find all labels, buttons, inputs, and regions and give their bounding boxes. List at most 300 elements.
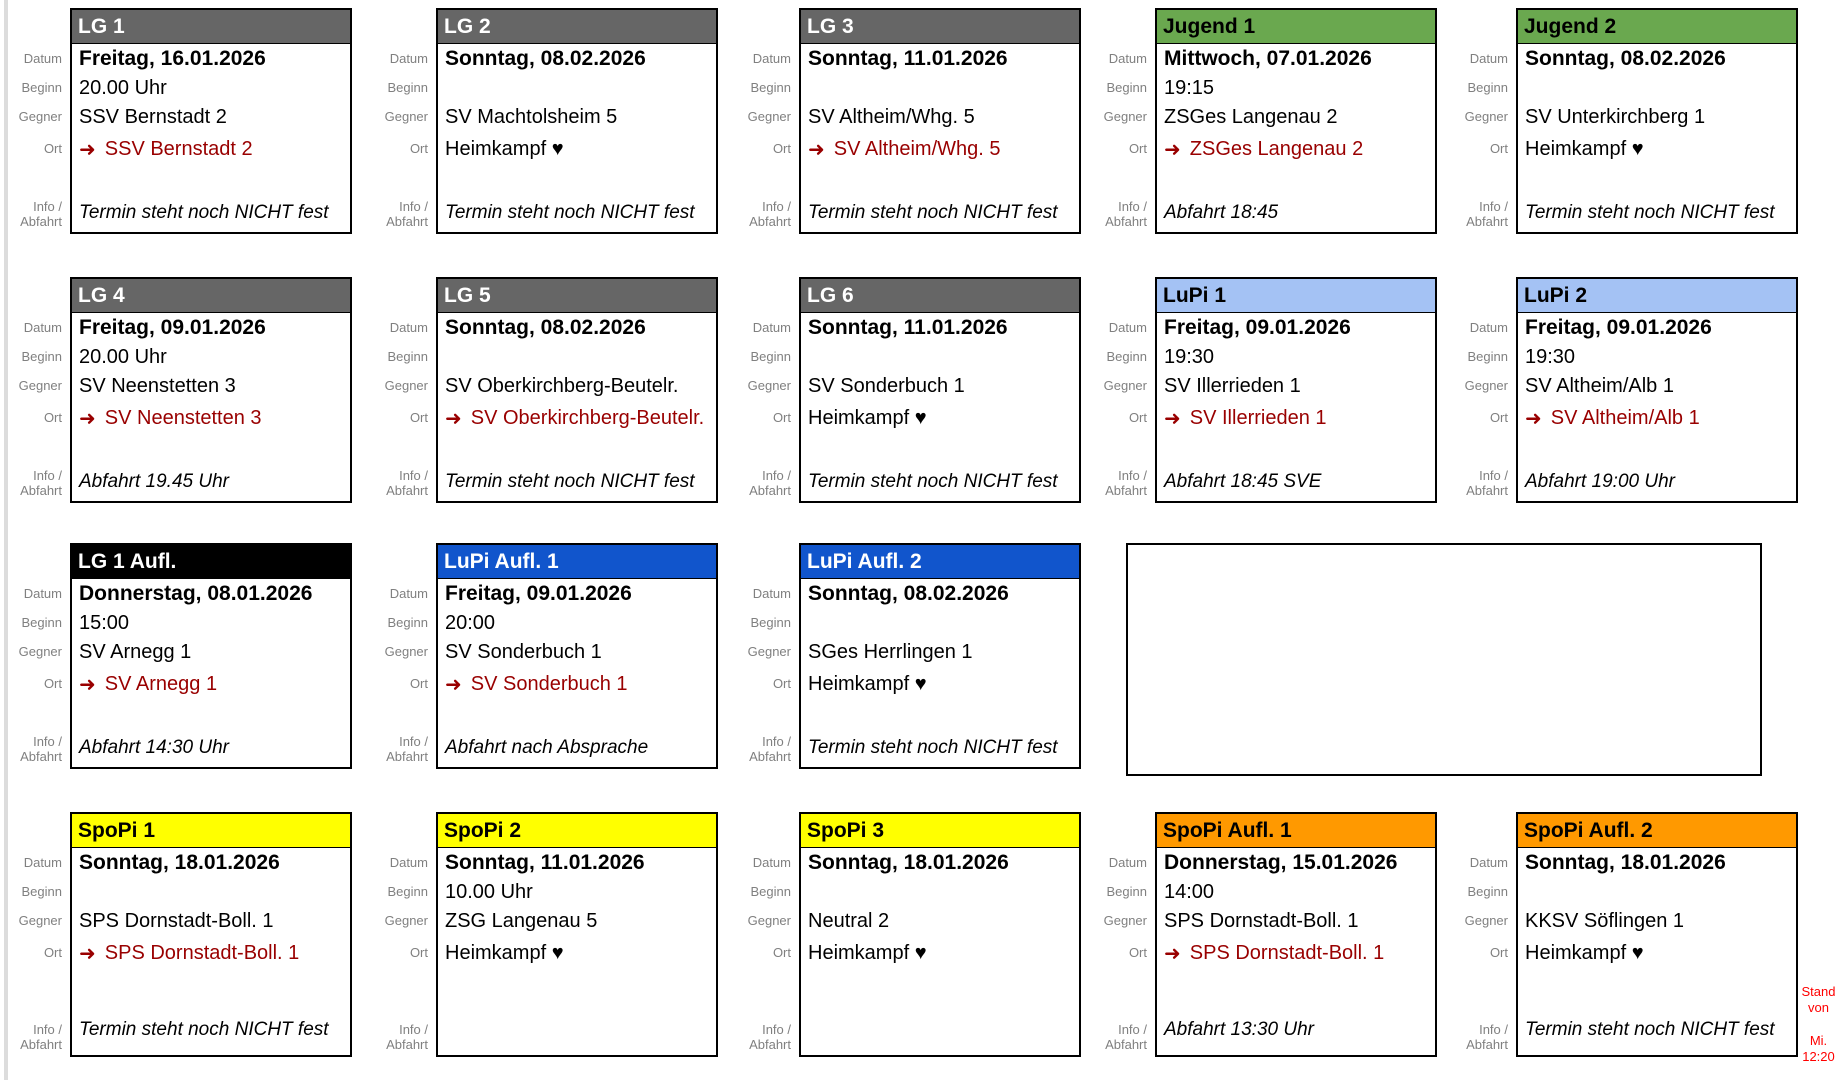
label-ort: Ort bbox=[1489, 141, 1508, 156]
team-title: LG 1 bbox=[78, 14, 125, 38]
label-gegner: Gegner bbox=[747, 644, 791, 659]
arrow-right-icon: ➜ bbox=[79, 139, 96, 161]
team-header bbox=[1157, 10, 1435, 44]
match-location-text: SV Illerrieden 1 bbox=[1189, 407, 1327, 429]
match-opponent: SV Altheim/Whg. 5 bbox=[808, 106, 975, 128]
match-info-departure: Termin steht noch NICHT fest bbox=[1525, 202, 1775, 223]
match-cell bbox=[6, 543, 372, 812]
match-date: Sonntag, 18.01.2026 bbox=[1525, 851, 1726, 874]
match-location-text: SSV Bernstadt 2 bbox=[104, 138, 253, 160]
label-beginn: Beginn bbox=[387, 884, 428, 899]
label-gegner: Gegner bbox=[384, 913, 428, 928]
match-opponent: SV Unterkirchberg 1 bbox=[1525, 106, 1706, 128]
label-gegner: Gegner bbox=[1103, 378, 1147, 393]
label-datum: Datum bbox=[389, 319, 428, 335]
match-info-departure: Termin steht noch NICHT fest bbox=[79, 202, 329, 223]
match-location-text: SV Sonderbuch 1 bbox=[470, 673, 628, 695]
label-info-line2: Abfahrt bbox=[1105, 1037, 1147, 1053]
row-labels bbox=[1452, 8, 1516, 234]
label-gegner: Gegner bbox=[1464, 378, 1508, 393]
match-location bbox=[1518, 936, 1796, 971]
match-cell bbox=[372, 8, 735, 277]
label-info-abfahrt bbox=[1452, 1022, 1516, 1057]
team-header bbox=[1518, 10, 1796, 44]
match-info-departure: Termin steht noch NICHT fest bbox=[445, 471, 695, 492]
label-info-line1: Info / bbox=[762, 198, 791, 214]
match-card-body bbox=[72, 44, 350, 232]
label-info-line1: Info / bbox=[399, 467, 428, 483]
match-location-text: Heimkampf ♥ bbox=[808, 673, 927, 695]
label-beginn: Beginn bbox=[1106, 884, 1147, 899]
label-gegner: Gegner bbox=[1103, 109, 1147, 124]
team-header bbox=[1518, 279, 1796, 313]
match-info-departure: Termin steht noch NICHT fest bbox=[808, 471, 1058, 492]
match-card-body bbox=[72, 579, 350, 767]
match-info-departure: Termin steht noch NICHT fest bbox=[808, 202, 1058, 223]
match-start-time: 19:15 bbox=[1164, 77, 1215, 99]
match-info-departure: Abfahrt 19:00 Uhr bbox=[1525, 471, 1675, 492]
match-cell bbox=[1452, 812, 1817, 1080]
arrow-right-icon: ➜ bbox=[79, 408, 96, 430]
team-title: SpoPi Aufl. 2 bbox=[1524, 818, 1653, 842]
team-title: LG 6 bbox=[807, 283, 854, 307]
label-beginn: Beginn bbox=[21, 80, 62, 95]
label-datum: Datum bbox=[23, 854, 62, 870]
match-opponent: SV Altheim/Alb 1 bbox=[1525, 375, 1674, 397]
label-datum: Datum bbox=[389, 854, 428, 870]
match-location bbox=[438, 936, 716, 971]
label-ort: Ort bbox=[1489, 410, 1508, 425]
label-gegner: Gegner bbox=[384, 378, 428, 393]
row-labels bbox=[372, 812, 436, 1057]
match-card bbox=[1155, 8, 1437, 234]
match-cell bbox=[735, 277, 1091, 543]
status-note-line2: Mi. bbox=[1809, 1032, 1828, 1048]
match-cell bbox=[1091, 8, 1452, 277]
label-info-abfahrt bbox=[735, 199, 799, 234]
label-info-line1: Info / bbox=[1479, 467, 1508, 483]
label-gegner: Gegner bbox=[384, 644, 428, 659]
team-title: SpoPi 1 bbox=[78, 818, 156, 842]
team-title: LG 1 Aufl. bbox=[78, 549, 177, 573]
row-labels bbox=[735, 277, 799, 503]
match-card-body bbox=[438, 313, 716, 501]
label-info-line2: Abfahrt bbox=[1105, 483, 1147, 499]
label-datum: Datum bbox=[752, 585, 791, 601]
match-location bbox=[72, 132, 350, 167]
label-beginn: Beginn bbox=[387, 349, 428, 364]
match-opponent: SPS Dornstadt-Boll. 1 bbox=[1164, 910, 1359, 932]
label-datum: Datum bbox=[752, 50, 791, 66]
team-header bbox=[801, 545, 1079, 579]
label-info-line1: Info / bbox=[33, 198, 62, 214]
label-datum: Datum bbox=[23, 50, 62, 66]
row-labels bbox=[372, 543, 436, 769]
match-cell bbox=[372, 277, 735, 543]
label-ort: Ort bbox=[1489, 945, 1508, 960]
match-info-departure: Abfahrt 14:30 Uhr bbox=[79, 737, 229, 758]
label-datum: Datum bbox=[1108, 319, 1147, 335]
row-labels bbox=[372, 277, 436, 503]
match-card bbox=[799, 812, 1081, 1057]
label-beginn: Beginn bbox=[21, 349, 62, 364]
label-ort: Ort bbox=[772, 945, 791, 960]
match-start-time: 10.00 Uhr bbox=[445, 881, 533, 903]
match-location-text: SV Arnegg 1 bbox=[104, 673, 218, 695]
match-info-departure: Termin steht noch NICHT fest bbox=[445, 202, 695, 223]
label-beginn: Beginn bbox=[387, 615, 428, 630]
match-location bbox=[438, 132, 716, 167]
match-card bbox=[1516, 812, 1798, 1057]
match-start-time: 15:00 bbox=[79, 612, 130, 634]
label-ort: Ort bbox=[43, 676, 62, 691]
team-header bbox=[801, 814, 1079, 848]
label-ort: Ort bbox=[409, 676, 428, 691]
match-info-departure: Termin steht noch NICHT fest bbox=[808, 737, 1058, 758]
label-ort: Ort bbox=[772, 676, 791, 691]
match-location bbox=[438, 667, 716, 702]
match-card bbox=[70, 277, 352, 503]
match-location-text: Heimkampf ♥ bbox=[445, 138, 564, 160]
label-info-abfahrt bbox=[1452, 199, 1516, 234]
team-header bbox=[438, 10, 716, 44]
label-info-abfahrt bbox=[372, 199, 436, 234]
label-info-abfahrt bbox=[6, 468, 70, 503]
match-location bbox=[72, 667, 350, 702]
label-info-abfahrt bbox=[1452, 468, 1516, 503]
match-info-departure: Abfahrt nach Absprache bbox=[445, 737, 649, 758]
match-card-body bbox=[1157, 44, 1435, 232]
match-location-text: Heimkampf ♥ bbox=[808, 407, 927, 429]
label-ort: Ort bbox=[409, 410, 428, 425]
match-card bbox=[799, 543, 1081, 769]
team-title: Jugend 1 bbox=[1163, 14, 1256, 38]
row-labels bbox=[1452, 277, 1516, 503]
match-card bbox=[70, 543, 352, 769]
label-info-abfahrt bbox=[735, 1022, 799, 1057]
match-location-text: SV Altheim/Whg. 5 bbox=[833, 138, 1001, 160]
label-beginn: Beginn bbox=[1467, 349, 1508, 364]
label-info-line1: Info / bbox=[399, 198, 428, 214]
match-cell bbox=[372, 812, 735, 1080]
arrow-right-icon: ➜ bbox=[1525, 408, 1542, 430]
team-header bbox=[72, 814, 350, 848]
match-location-text: Heimkampf ♥ bbox=[1525, 942, 1644, 964]
label-info-line1: Info / bbox=[1118, 467, 1147, 483]
label-info-abfahrt bbox=[372, 468, 436, 503]
arrow-right-icon: ➜ bbox=[808, 139, 825, 161]
match-location bbox=[438, 401, 716, 436]
match-opponent: ZSG Langenau 5 bbox=[445, 910, 598, 932]
match-opponent: SV Oberkirchberg-Beutelr. bbox=[445, 375, 679, 397]
label-beginn: Beginn bbox=[750, 615, 791, 630]
match-cell bbox=[1452, 8, 1817, 277]
label-info-line2: Abfahrt bbox=[386, 749, 428, 765]
label-info-line2: Abfahrt bbox=[1466, 483, 1508, 499]
arrow-right-icon: ➜ bbox=[1164, 943, 1181, 965]
label-info-line1: Info / bbox=[1479, 1021, 1508, 1037]
match-start-time: 20.00 Uhr bbox=[79, 346, 167, 368]
match-info-departure: Abfahrt 13:30 Uhr bbox=[1164, 1019, 1314, 1040]
match-location-text: SPS Dornstadt-Boll. 1 bbox=[104, 942, 300, 964]
match-start-time: 19:30 bbox=[1164, 346, 1215, 368]
label-info-line2: Abfahrt bbox=[386, 214, 428, 230]
match-card bbox=[1516, 8, 1798, 234]
match-opponent: SV Neenstetten 3 bbox=[79, 375, 236, 397]
match-info-departure: Termin steht noch NICHT fest bbox=[1525, 1019, 1775, 1040]
team-title: SpoPi Aufl. 1 bbox=[1163, 818, 1292, 842]
label-ort: Ort bbox=[1128, 945, 1147, 960]
match-card-body bbox=[801, 579, 1079, 767]
label-info-line2: Abfahrt bbox=[749, 214, 791, 230]
label-info-abfahrt bbox=[372, 1022, 436, 1057]
match-opponent: SV Machtolsheim 5 bbox=[445, 106, 618, 128]
match-start-time bbox=[801, 343, 1079, 372]
match-location-text: SV Oberkirchberg-Beutelr. bbox=[470, 407, 705, 429]
match-location bbox=[801, 667, 1079, 702]
label-info-abfahrt bbox=[6, 199, 70, 234]
match-date: Mittwoch, 07.01.2026 bbox=[1164, 47, 1372, 70]
label-beginn: Beginn bbox=[750, 884, 791, 899]
match-card-body bbox=[1518, 313, 1796, 501]
label-gegner: Gegner bbox=[18, 109, 62, 124]
label-ort: Ort bbox=[1128, 410, 1147, 425]
label-beginn: Beginn bbox=[750, 349, 791, 364]
match-location-text: SV Neenstetten 3 bbox=[104, 407, 262, 429]
match-card bbox=[799, 277, 1081, 503]
team-title: LG 5 bbox=[444, 283, 491, 307]
team-title: LuPi Aufl. 1 bbox=[444, 549, 559, 573]
match-location bbox=[801, 401, 1079, 436]
match-card-body bbox=[801, 313, 1079, 501]
match-date: Sonntag, 08.02.2026 bbox=[1525, 47, 1726, 70]
match-start-time bbox=[72, 878, 350, 907]
label-datum: Datum bbox=[1108, 854, 1147, 870]
match-location-text: Heimkampf ♥ bbox=[1525, 138, 1644, 160]
match-date: Sonntag, 11.01.2026 bbox=[808, 47, 1008, 70]
label-gegner: Gegner bbox=[747, 913, 791, 928]
team-header bbox=[438, 545, 716, 579]
label-info-line1: Info / bbox=[33, 467, 62, 483]
label-info-abfahrt bbox=[1091, 468, 1155, 503]
match-location bbox=[1157, 936, 1435, 971]
team-title: LuPi Aufl. 2 bbox=[807, 549, 922, 573]
match-start-time bbox=[801, 878, 1079, 907]
label-info-abfahrt bbox=[6, 734, 70, 769]
match-location bbox=[72, 401, 350, 436]
label-ort: Ort bbox=[43, 945, 62, 960]
match-date: Freitag, 09.01.2026 bbox=[445, 582, 632, 605]
match-card-body bbox=[72, 313, 350, 501]
match-card-body bbox=[1518, 44, 1796, 232]
label-gegner: Gegner bbox=[1103, 913, 1147, 928]
team-title: LuPi 2 bbox=[1524, 283, 1588, 307]
match-card bbox=[799, 8, 1081, 234]
match-date: Donnerstag, 08.01.2026 bbox=[79, 582, 313, 605]
label-info-line2: Abfahrt bbox=[1466, 1037, 1508, 1053]
status-note-gap bbox=[1795, 1017, 1842, 1033]
team-header bbox=[1157, 814, 1435, 848]
match-date: Sonntag, 11.01.2026 bbox=[808, 316, 1008, 339]
label-ort: Ort bbox=[43, 410, 62, 425]
match-card bbox=[70, 8, 352, 234]
label-info-line1: Info / bbox=[399, 733, 428, 749]
team-title: LG 4 bbox=[78, 283, 125, 307]
match-opponent: ZSGes Langenau 2 bbox=[1164, 106, 1338, 128]
label-datum: Datum bbox=[752, 319, 791, 335]
label-beginn: Beginn bbox=[21, 884, 62, 899]
label-info-line2: Abfahrt bbox=[1105, 214, 1147, 230]
match-card bbox=[1155, 812, 1437, 1057]
label-datum: Datum bbox=[389, 50, 428, 66]
label-gegner: Gegner bbox=[1464, 109, 1508, 124]
label-info-line2: Abfahrt bbox=[1466, 214, 1508, 230]
label-info-line2: Abfahrt bbox=[20, 1037, 62, 1053]
label-gegner: Gegner bbox=[18, 378, 62, 393]
label-info-line1: Info / bbox=[33, 733, 62, 749]
match-card bbox=[436, 543, 718, 769]
match-location-text: Heimkampf ♥ bbox=[808, 942, 927, 964]
label-info-line2: Abfahrt bbox=[20, 214, 62, 230]
match-location bbox=[1518, 132, 1796, 167]
row-labels bbox=[6, 812, 70, 1057]
row-labels bbox=[735, 543, 799, 769]
match-card-body bbox=[438, 579, 716, 767]
match-opponent: SV Arnegg 1 bbox=[79, 641, 192, 663]
match-card bbox=[70, 812, 352, 1057]
match-date: Sonntag, 08.02.2026 bbox=[445, 47, 646, 70]
match-card bbox=[1516, 277, 1798, 503]
arrow-right-icon: ➜ bbox=[79, 943, 96, 965]
label-gegner: Gegner bbox=[18, 913, 62, 928]
match-opponent: SSV Bernstadt 2 bbox=[79, 106, 227, 128]
match-cell bbox=[6, 8, 372, 277]
label-info-line2: Abfahrt bbox=[749, 483, 791, 499]
team-header bbox=[801, 279, 1079, 313]
row-labels bbox=[1091, 812, 1155, 1057]
match-cell bbox=[6, 812, 372, 1080]
label-info-abfahrt bbox=[372, 734, 436, 769]
label-info-line1: Info / bbox=[33, 1021, 62, 1037]
arrow-right-icon: ➜ bbox=[445, 408, 462, 430]
label-info-abfahrt bbox=[735, 734, 799, 769]
label-ort: Ort bbox=[409, 141, 428, 156]
match-date: Sonntag, 08.02.2026 bbox=[808, 582, 1009, 605]
match-card-body bbox=[438, 848, 716, 1055]
label-info-abfahrt bbox=[735, 468, 799, 503]
label-ort: Ort bbox=[43, 141, 62, 156]
match-location-text: SV Altheim/Alb 1 bbox=[1550, 407, 1700, 429]
match-start-time bbox=[1518, 878, 1796, 907]
row-labels bbox=[735, 812, 799, 1057]
label-info-line2: Abfahrt bbox=[20, 749, 62, 765]
status-timestamp-note bbox=[1795, 984, 1842, 1065]
team-header bbox=[72, 10, 350, 44]
team-title: LuPi 1 bbox=[1163, 283, 1227, 307]
label-beginn: Beginn bbox=[1467, 80, 1508, 95]
label-info-abfahrt bbox=[1091, 1022, 1155, 1057]
match-info-departure bbox=[438, 1017, 716, 1043]
match-cell bbox=[372, 543, 735, 812]
match-card bbox=[436, 812, 718, 1057]
label-info-line2: Abfahrt bbox=[20, 483, 62, 499]
match-date: Sonntag, 08.02.2026 bbox=[445, 316, 646, 339]
match-location-text: SPS Dornstadt-Boll. 1 bbox=[1189, 942, 1385, 964]
label-beginn: Beginn bbox=[1467, 884, 1508, 899]
label-info-line1: Info / bbox=[1479, 198, 1508, 214]
row-labels bbox=[1452, 812, 1516, 1057]
label-info-line1: Info / bbox=[1118, 198, 1147, 214]
match-start-time: 20.00 Uhr bbox=[79, 77, 167, 99]
match-info-departure: Abfahrt 18:45 SVE bbox=[1164, 471, 1322, 492]
team-title: LG 3 bbox=[807, 14, 854, 38]
label-info-line2: Abfahrt bbox=[749, 1037, 791, 1053]
team-header bbox=[72, 545, 350, 579]
label-info-line2: Abfahrt bbox=[749, 749, 791, 765]
status-note-line3: 12:20 bbox=[1802, 1048, 1835, 1064]
label-gegner: Gegner bbox=[384, 109, 428, 124]
match-location bbox=[801, 132, 1079, 167]
match-start-time bbox=[438, 343, 716, 372]
row-labels bbox=[1091, 8, 1155, 234]
match-location-text: ZSGes Langenau 2 bbox=[1189, 138, 1364, 160]
match-location bbox=[1157, 401, 1435, 436]
label-gegner: Gegner bbox=[747, 109, 791, 124]
match-date: Freitag, 16.01.2026 bbox=[79, 47, 266, 70]
match-card bbox=[1155, 277, 1437, 503]
match-opponent: KKSV Söflingen 1 bbox=[1525, 910, 1684, 932]
label-datum: Datum bbox=[1469, 854, 1508, 870]
match-start-time: 14:00 bbox=[1164, 881, 1215, 903]
team-title: SpoPi 2 bbox=[444, 818, 522, 842]
match-cell bbox=[1091, 277, 1452, 543]
match-cell bbox=[1452, 277, 1817, 543]
arrow-right-icon: ➜ bbox=[445, 674, 462, 696]
match-date: Sonntag, 18.01.2026 bbox=[808, 851, 1009, 874]
status-note-line1: Stand von bbox=[1801, 984, 1836, 1016]
label-datum: Datum bbox=[23, 585, 62, 601]
empty-slot bbox=[1126, 543, 1762, 776]
label-ort: Ort bbox=[772, 141, 791, 156]
team-title: SpoPi 3 bbox=[807, 818, 885, 842]
match-date: Freitag, 09.01.2026 bbox=[1525, 316, 1712, 339]
match-cell bbox=[735, 812, 1091, 1080]
label-info-line2: Abfahrt bbox=[386, 483, 428, 499]
match-opponent: SV Sonderbuch 1 bbox=[808, 375, 965, 397]
match-info-departure: Abfahrt 19.45 Uhr bbox=[79, 471, 229, 492]
label-datum: Datum bbox=[23, 319, 62, 335]
match-card-body bbox=[801, 848, 1079, 1055]
team-header bbox=[1518, 814, 1796, 848]
label-beginn: Beginn bbox=[750, 80, 791, 95]
label-datum: Datum bbox=[752, 854, 791, 870]
team-header bbox=[1157, 279, 1435, 313]
match-card-body bbox=[438, 44, 716, 232]
match-start-time bbox=[801, 74, 1079, 103]
match-info-departure bbox=[801, 1017, 1079, 1043]
label-datum: Datum bbox=[389, 585, 428, 601]
match-opponent: SV Illerrieden 1 bbox=[1164, 375, 1301, 397]
label-datum: Datum bbox=[1469, 319, 1508, 335]
label-beginn: Beginn bbox=[1106, 80, 1147, 95]
match-card-body bbox=[801, 44, 1079, 232]
team-header bbox=[801, 10, 1079, 44]
label-info-abfahrt bbox=[1091, 199, 1155, 234]
match-info-departure: Abfahrt 18:45 bbox=[1164, 202, 1279, 223]
match-date: Freitag, 09.01.2026 bbox=[1164, 316, 1351, 339]
team-header bbox=[438, 814, 716, 848]
match-start-time bbox=[438, 74, 716, 103]
